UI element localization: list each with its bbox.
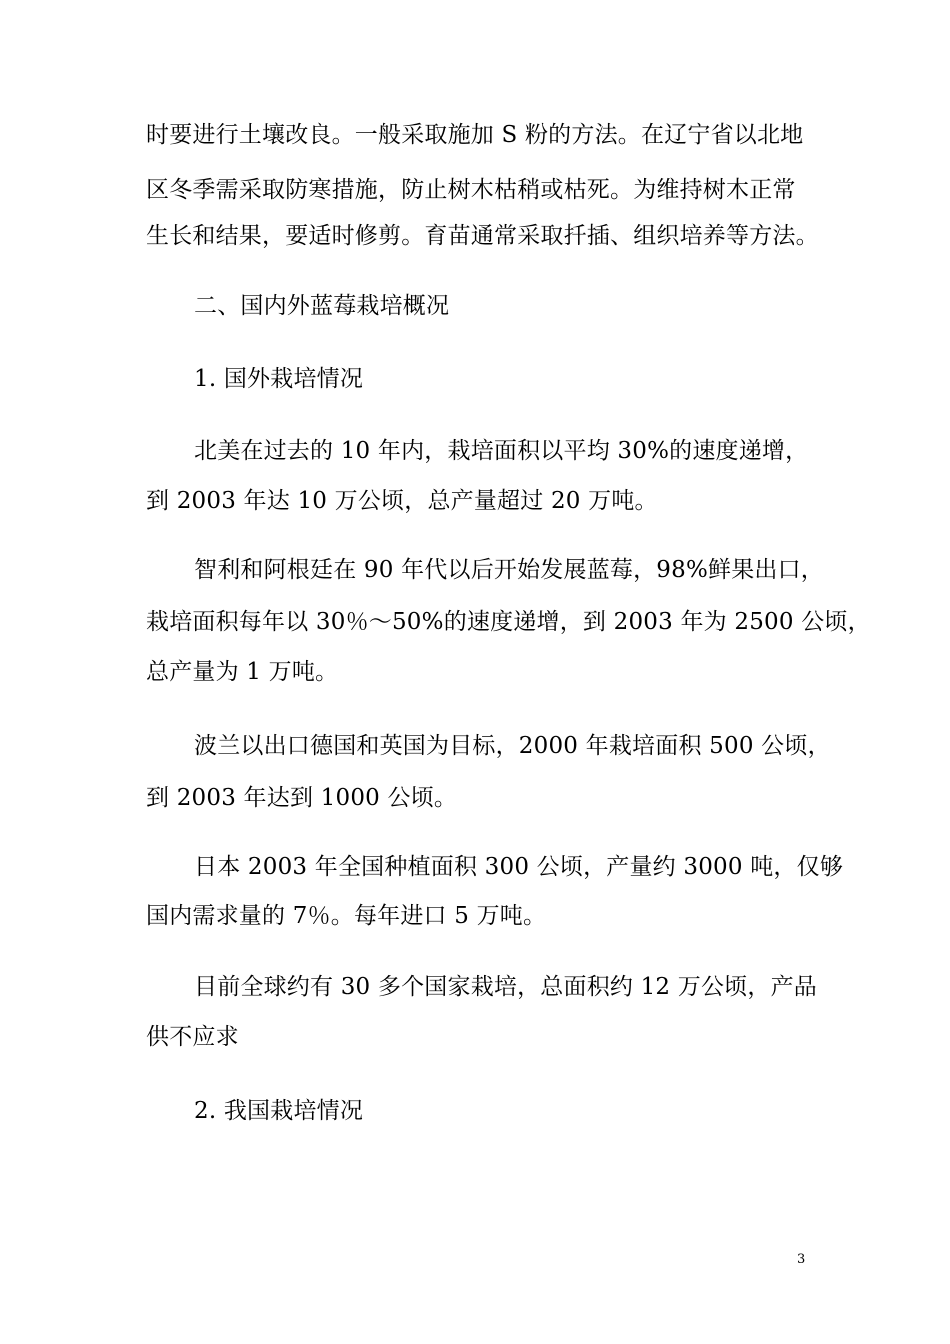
subsection-heading: 1. 国外栽培情况 <box>194 366 364 392</box>
paragraph-line: 到 2003 年达 10 万公顷，总产量超过 20 万吨。 <box>146 488 658 514</box>
page-number: 3 <box>797 1252 806 1267</box>
paragraph-line: 北美在过去的 10 年内，栽培面积以平均 30%的速度递增， <box>194 438 809 464</box>
paragraph-line: 供不应求 <box>146 1024 239 1050</box>
paragraph-line: 智利和阿根廷在 90 年代以后开始发展蓝莓，98%鲜果出口， <box>194 557 825 583</box>
paragraph-line: 总产量为 1 万吨。 <box>146 659 339 685</box>
paragraph-line: 到 2003 年达到 1000 公顷。 <box>146 785 458 811</box>
section-heading: 二、国内外蓝莓栽培概况 <box>194 293 450 319</box>
paragraph-line: 生长和结果，要适时修剪。育苗通常采取扦插、组织培养等方法。 <box>146 223 819 249</box>
paragraph-line: 波兰以出口德国和英国为目标，2000 年栽培面积 500 公顷， <box>194 733 831 759</box>
paragraph-line: 国内需求量的 7％。每年进口 5 万吨。 <box>146 903 547 929</box>
paragraph-line: 区冬季需采取防寒措施，防止树木枯稍或枯死。为维持树木正常 <box>146 177 796 203</box>
subsection-heading: 2. 我国栽培情况 <box>194 1098 364 1124</box>
paragraph-line: 时要进行土壤改良。一般采取施加 S 粉的方法。在辽宁省以北地 <box>146 122 804 148</box>
paragraph-line: 日本 2003 年全国种植面积 300 公顷，产量约 3000 吨，仅够 <box>194 854 844 880</box>
paragraph-line: 目前全球约有 30 多个国家栽培，总面积约 12 万公顷，产品 <box>194 974 817 1000</box>
paragraph-line: 栽培面积每年以 30％～50%的速度递增，到 2003 年为 2500 公顷， <box>146 609 871 635</box>
